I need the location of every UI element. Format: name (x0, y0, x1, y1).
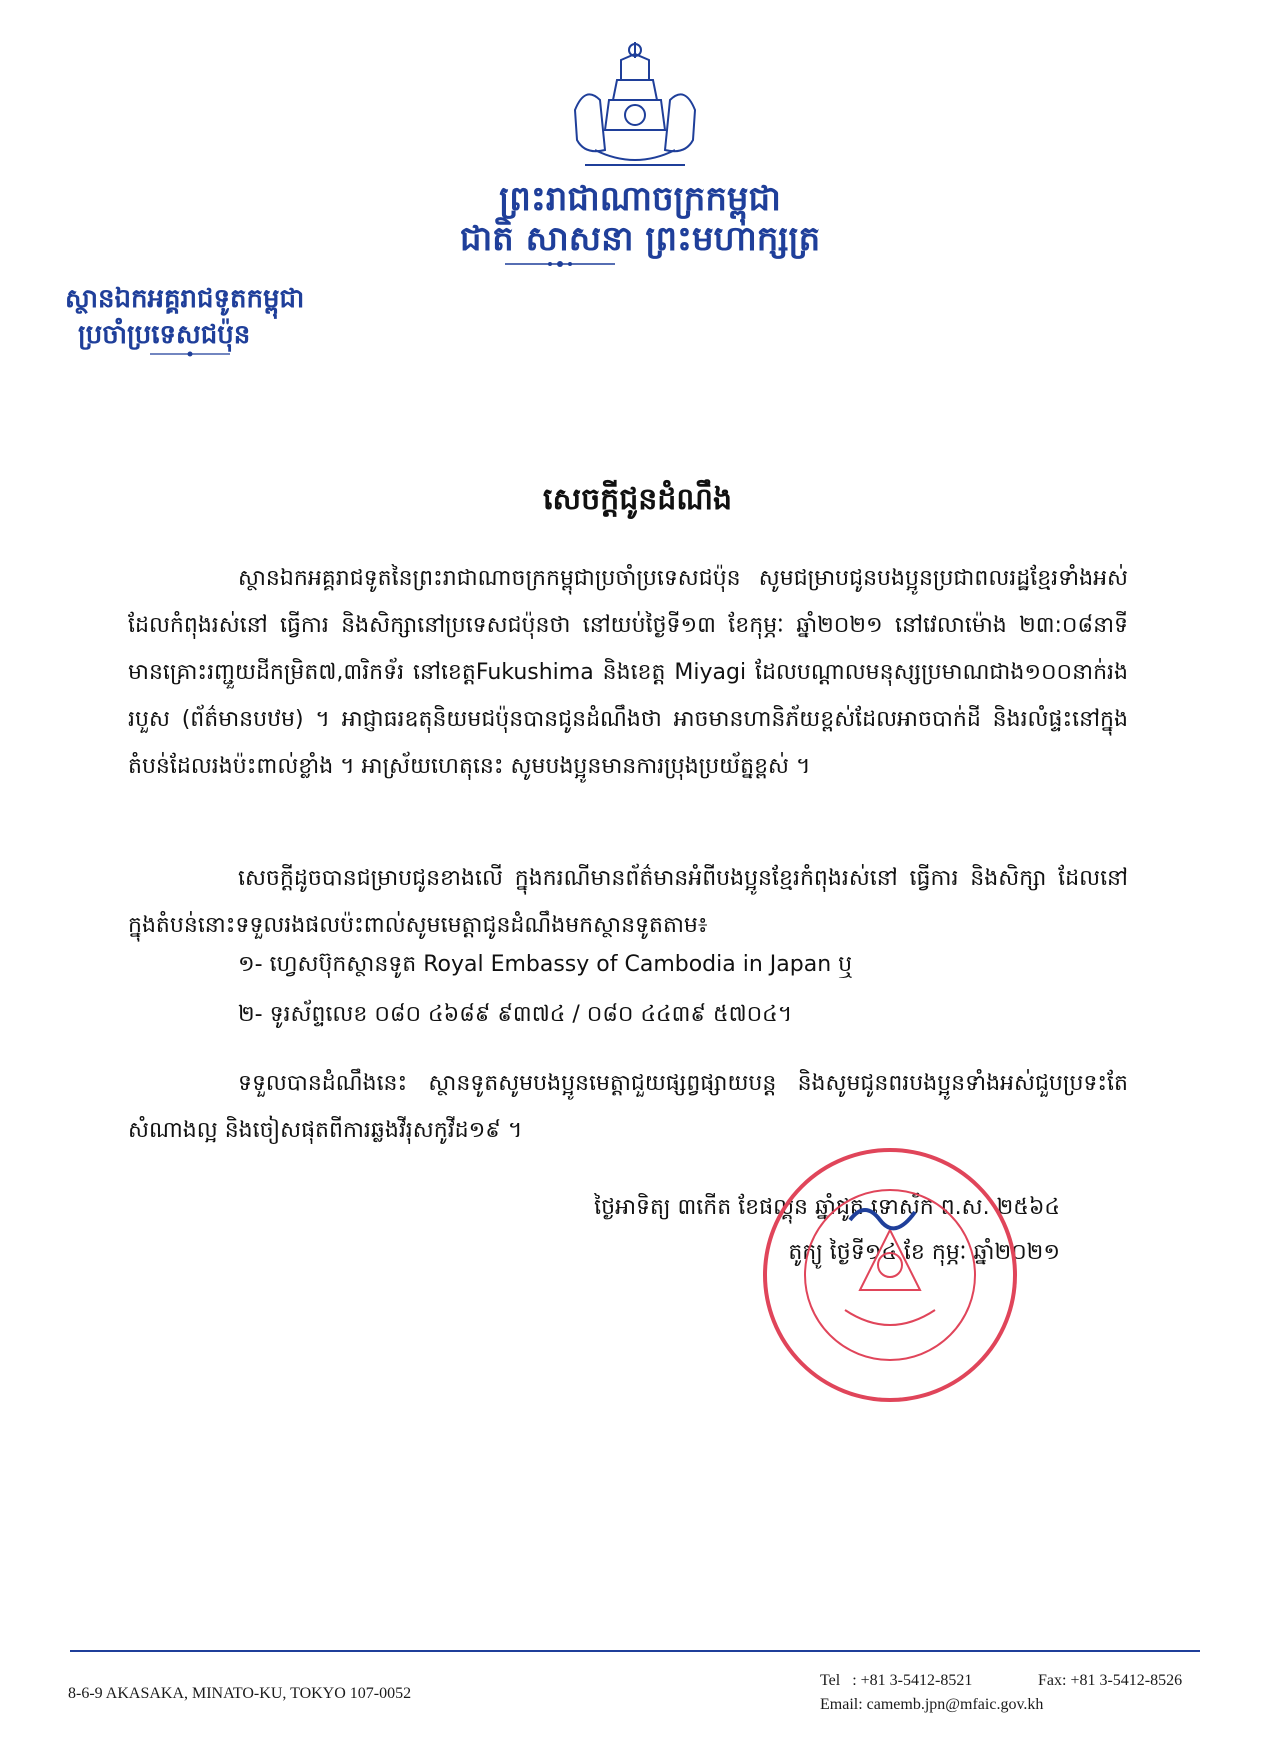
tel-value: : +81 3-5412-8521 (852, 1672, 973, 1689)
kingdom-motto: ជាតិ សាសនា ព្រះមហាក្សត្រ (459, 219, 821, 259)
embassy-seal-icon (755, 1140, 1025, 1410)
document-title: សេចក្ដីជូនដំណឹង (543, 482, 732, 517)
paragraph-text: សេចក្ដីដូចបានជម្រាបជូនខាងលើ ក្នុងករណីមានព័ត៌មានអំពីបងប្អូនខ្មែរកំពុងរស់នៅ ធ្វើការ និងសិក្សា ដែលនៅក្នុងតំបន់នោះទទួលរងផលប៉ះពាល់សូមមេត្តាជូនដំណឹងមកស្ថានទូតតាម៖ (128, 866, 1128, 938)
royal-emblem-icon (555, 40, 715, 180)
embassy-name: ស្ថានឯកអគ្គរាជទូតកម្ពុជា (65, 284, 305, 314)
paragraph-text: ទទួលបានដំណឹងនេះ ស្ថានទូតសូមបងប្អូនមេត្តាជួយផ្សព្វផ្សាយបន្ត និងសូមជូនពរបងប្អូនទាំងអស់ជួបប្រទះតែសំណាងល្អ និងចៀសផុតពីការឆ្លងវីរុសកូវីដ១៩ ។ (128, 1071, 1128, 1143)
email-label: Email: (820, 1696, 863, 1713)
paragraph-text: ស្ថានឯកអគ្គរាជទូតនៃព្រះរាជាណាចក្រកម្ពុជាប្រចាំប្រទេសជប៉ុន សូមជម្រាបជូនបងប្អូនប្រជាពលរដ្ឋខ្មែរទាំងអស់ដែលកំពុងរស់នៅ ធ្វើការ និងសិក្សានៅប្រទេសជប៉ុនថា នៅយប់ថ្ងៃទី១៣ ខែកុម្ភៈ ឆ្នាំ២០២១ នៅវេលាម៉ោង ២៣:០៨នាទី មានគ្រោះរញ្ជួយដីកម្រិត៧,៣រិកទ័រ នៅខេត្តFukushima និងខេត្ត Miyagi ដែលបណ្ដាលមនុស្សប្រមាណជាង១០០នាក់រងរបួស (ព័ត៌មានបឋម) ។ អាជ្ញាធរឧតុនិយមជប៉ុនបានជូនដំណឹងថា អាចមានហានិភ័យខ្ពស់ដែលអាចបាក់ដី និងរលំផ្ទះនៅក្នុងតំបន់ដែលរងប៉ះពាល់ខ្លាំង ។ អាស្រ័យហេតុនេះ សូមបងប្អូនមានការប្រុងប្រយ័ត្នខ្ពស់ ។ (128, 566, 1128, 779)
ornament-divider-icon (150, 348, 230, 360)
ornament-divider-icon (505, 258, 615, 270)
contact-item-phone: ២- ទូរស័ព្ទលេខ ០៨០ ៤៦៨៩ ៩៣៧៤ / ០៨០ ៤៤៣៩ ៥៧០៤។ (238, 1002, 793, 1027)
body-paragraph-2 (128, 855, 1128, 949)
footer-divider (70, 1650, 1200, 1652)
embassy-location: ប្រចាំប្រទេសជប៉ុន (78, 320, 251, 350)
body-paragraph-1 (128, 555, 1128, 790)
tel-label: Tel (820, 1672, 841, 1689)
kingdom-title: ព្រះរាជាណាចក្រកម្ពុជា (499, 179, 781, 219)
place-date: តូក្យូ ថ្ងៃទី១៤ ខែ កុម្ភៈ ឆ្នាំ២០២១ (788, 1240, 1060, 1265)
footer-address: 8-6-9 AKASAKA, MINATO-KU, TOKYO 107-0052 (68, 1685, 412, 1702)
contact-item-facebook: ១- ហ្វេសប៊ុកស្ថានទូត Royal Embassy of Cambodia in Japan ឬ (238, 952, 853, 977)
email-link[interactable]: camemb.jpn@mfaic.gov.kh (866, 1696, 1044, 1713)
fax-label: Fax: (1038, 1672, 1067, 1689)
fax-value: +81 3-5412-8526 (1070, 1672, 1183, 1689)
footer-tel (820, 1672, 972, 1690)
footer-email (820, 1696, 1043, 1714)
lunar-date: ថ្ងៃអាទិត្យ ៣កើត ខែផល្គុន ឆ្នាំជូត ទោស័ក ព.ស. ២៥៦៤ (594, 1195, 1060, 1220)
footer-fax (1038, 1672, 1182, 1690)
